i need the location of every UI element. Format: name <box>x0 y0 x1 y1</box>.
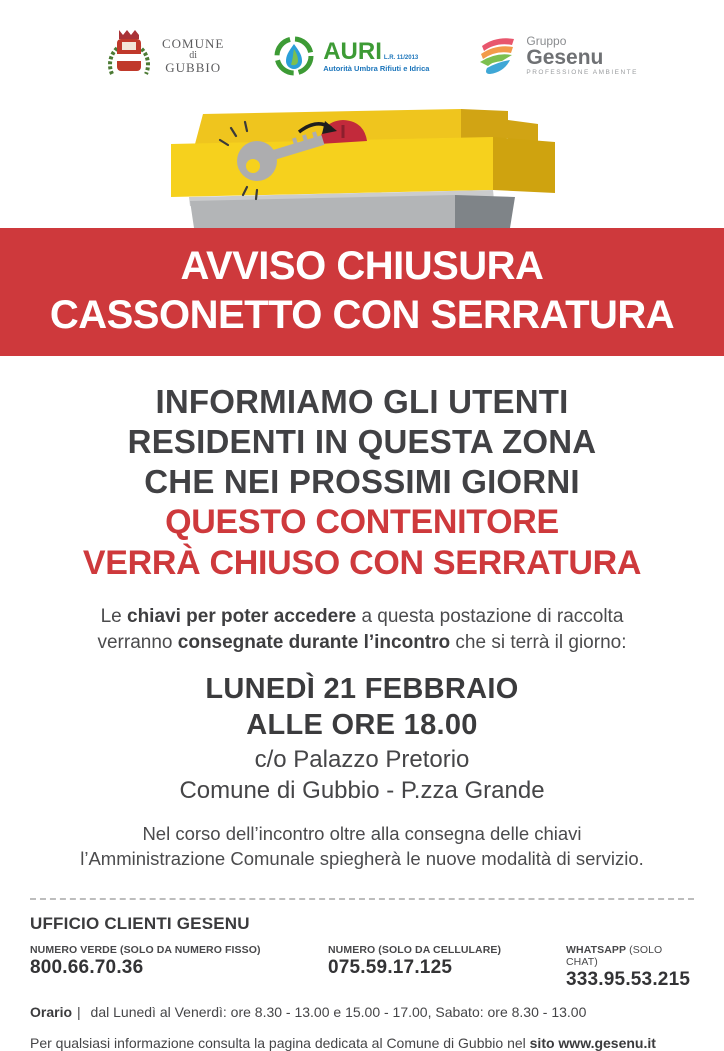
orario-text: dal Lunedì al Venerdì: ore 8.30 - 13.00 e 15.00 - 17.00, Sabato: ore 8.30 - 13.00 <box>86 1004 587 1021</box>
contact-label-rest: (SOLO CHAT) <box>566 944 663 969</box>
bin-lid <box>171 109 555 197</box>
comune-line2: di <box>189 49 198 61</box>
auri-law: L.R. 11/2013 <box>383 54 419 61</box>
meeting-note-line-1: Nel corso dell’incontro oltre alla consegna delle chiavi <box>142 823 582 845</box>
contact-number: 333.95.53.215 <box>566 969 691 991</box>
comune-di-gubbio-logo <box>104 26 224 86</box>
keys-bold-2: consegnate durante l’incontro <box>177 631 451 653</box>
banner-line-1: AVVISO CHIUSURA <box>180 244 544 288</box>
auri-logo <box>273 35 429 77</box>
opening-hours <box>30 1004 694 1020</box>
gesenu-logo <box>478 34 638 78</box>
keys-text-2: a questa postazione di raccolta verranno <box>97 605 624 653</box>
notice-red-line-2: VERRÀ CHIUSO CON SERRATURA <box>82 544 642 583</box>
comune-crest-icon <box>104 26 154 86</box>
contact-label-strong: NUMERO (SOLO DA CELLULARE) <box>328 944 502 957</box>
notice-line-2: RESIDENTI IN QUESTA ZONA <box>127 422 597 460</box>
auri-recycle-drop-icon <box>273 35 315 77</box>
auri-name: AURI <box>323 37 382 65</box>
event-place: Comune di Gubbio - P.zza Grande <box>179 776 545 804</box>
keys-bold-1: chiavi per poter accedere <box>127 605 357 627</box>
event-venue: c/o Palazzo Pretorio <box>254 745 470 773</box>
footer <box>0 900 724 1051</box>
keys-text-3: che si terrà il giorno: <box>450 631 627 653</box>
event-block <box>0 671 724 806</box>
contact-whatsapp <box>566 944 694 991</box>
auri-logo-text <box>323 37 430 73</box>
orario-label: Orario <box>30 1004 73 1021</box>
contact-label <box>566 944 694 968</box>
meeting-note <box>0 822 724 872</box>
gesenu-logo-text <box>526 35 638 77</box>
event-date: LUNEDÌ 21 FEBBRAIO <box>205 673 519 706</box>
contact-numero-cellulare <box>328 944 566 991</box>
footer-title: UFFICIO CLIENTI GESENU <box>30 914 250 934</box>
notice-dark-lines <box>0 382 724 503</box>
locked-bin-illustration <box>163 100 561 228</box>
gesenu-group: Gruppo <box>526 33 567 48</box>
contact-number: 800.66.70.36 <box>30 957 144 979</box>
comune-logo-text <box>162 37 224 75</box>
contact-numero-verde <box>30 944 328 991</box>
contact-label-strong: WHATSAPP <box>566 944 627 957</box>
header-logos <box>0 0 724 86</box>
notice-line-3: CHE NEI PROSSIMI GIORNI <box>144 463 580 501</box>
notice-line-1: INFORMIAMO GLI UTENTI <box>155 382 569 420</box>
keys-paragraph <box>79 604 645 655</box>
contact-label <box>30 944 328 956</box>
contact-columns <box>30 944 694 991</box>
info-website: sito www.gesenu.it <box>529 1035 656 1051</box>
contact-number: 075.59.17.125 <box>328 957 453 979</box>
notice-red-line-1: QUESTO CONTENITORE <box>165 503 559 542</box>
contact-label <box>328 944 566 956</box>
bin-body <box>189 190 515 228</box>
auri-subtitle: Autorità Umbra Rifiuti e Idrica <box>323 63 430 73</box>
comune-line3: GUBBIO <box>165 60 222 76</box>
gesenu-swoosh-icon <box>478 34 518 78</box>
orario-bar: | <box>77 1004 81 1021</box>
keys-text-1: Le <box>100 605 127 627</box>
info-line <box>30 1035 694 1051</box>
contact-label-strong: NUMERO VERDE (SOLO DA NUMERO FISSO) <box>30 944 261 957</box>
meeting-note-line-2: l’Amministrazione Comunale spiegherà le nuove modalità di servizio. <box>80 848 644 870</box>
alert-banner <box>0 228 724 356</box>
gesenu-tagline: PROFESSIONE AMBIENTE <box>526 69 638 77</box>
event-time: ALLE ORE 18.00 <box>246 709 478 742</box>
gesenu-name: Gesenu <box>526 46 604 70</box>
comune-line1: COMUNE <box>162 36 225 52</box>
notice-red-lines <box>0 502 724 584</box>
banner-line-2: CASSONETTO CON SERRATURA <box>49 292 675 337</box>
info-text: Per qualsiasi informazione consulta la pagina dedicata al Comune di Gubbio nel <box>30 1035 530 1051</box>
